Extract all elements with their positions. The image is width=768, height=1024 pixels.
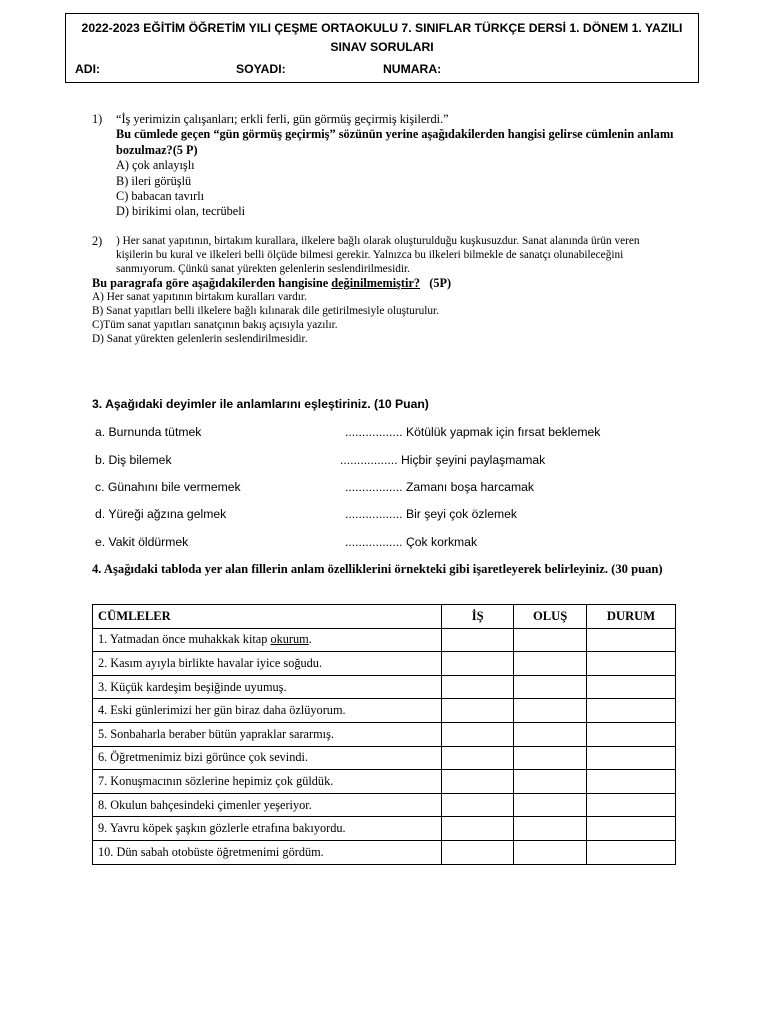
answer-cell-is[interactable] xyxy=(442,699,514,723)
answer-cell-durum[interactable] xyxy=(587,770,676,794)
table-row xyxy=(93,770,676,794)
idiom: b. Diş bilemek xyxy=(95,453,172,467)
option-c: C) babacan tavırlı xyxy=(116,189,205,204)
answer-cell-durum[interactable] xyxy=(587,840,676,864)
question-3-title: 3. Aşağıdaki deyimler ile anlamlarını eşleştiriniz. (10 Puan) xyxy=(92,397,429,411)
answer-cell-is[interactable] xyxy=(442,746,514,770)
sentence-cell: 9. Yavru köpek şaşkın gözlerle etrafına bakıyordu. xyxy=(93,817,442,841)
sentence-cell: 7. Konuşmacının sözlerine hepimiz çok güldük. xyxy=(93,770,442,794)
sentence-end: . xyxy=(308,632,312,647)
answer-cell-is[interactable] xyxy=(442,628,514,652)
surname-label: SOYADI: xyxy=(236,62,286,76)
table-row xyxy=(93,628,676,652)
table-row xyxy=(93,793,676,817)
answer-cell-durum[interactable] xyxy=(587,746,676,770)
answer-cell-olus[interactable] xyxy=(514,793,587,817)
sentence-text: 1. Yatmadan önce muhakkak kitap xyxy=(98,632,271,647)
table-header-row xyxy=(93,605,676,629)
question-number: 1) xyxy=(92,112,103,126)
idiom-meaning: ................. Hiçbir şeyini paylaşmamak xyxy=(340,453,546,467)
answer-cell-durum[interactable] xyxy=(587,793,676,817)
column-header-sentences: CÜMLELER xyxy=(93,605,442,629)
question-4-title: 4. Aşağıdaki tabloda yer alan fillerin anlam özelliklerini örnekteki gibi işaretleyerek belirleyiniz. (30 puan) xyxy=(92,562,663,576)
answer-cell-olus[interactable] xyxy=(514,746,587,770)
exam-header xyxy=(65,13,699,83)
column-header-is: İŞ xyxy=(442,605,514,629)
idiom: a. Burnunda tütmek xyxy=(95,425,202,439)
answer-cell-durum[interactable] xyxy=(587,628,676,652)
idiom-meaning: ................. Çok korkmak xyxy=(345,535,478,549)
option-a: A) çok anlayışlı xyxy=(116,158,195,173)
question-stem: Bu cümlede geçen “gün görmüş geçirmiş” sözünün yerine aşağıdakilerden hangisi gelirse cümlenin anlamı bozulmaz?(5 P) xyxy=(116,127,674,157)
stem-text: Bu paragrafa göre aşağıdakilerden hangisine xyxy=(92,276,332,290)
option-c: C)Tüm sanat yapıtları sanatçının bakış açısıyla yazılır. xyxy=(92,319,338,331)
answer-cell-olus[interactable] xyxy=(514,675,587,699)
table-row xyxy=(93,652,676,676)
answer-cell-olus[interactable] xyxy=(514,840,587,864)
sentence-cell: 6. Öğretmenimiz bizi görünce çok sevindi. xyxy=(93,746,442,770)
exam-title: 2022-2023 EĞİTİM ÖĞRETİM YILI ÇEŞME ORTAOKULU 7. SINIFLAR TÜRKÇE DERSİ 1. DÖNEM 1. YAZILI SINAV SORULARI xyxy=(81,21,683,54)
stem-points: (5P) xyxy=(420,276,452,290)
idiom-meaning: ................. Zamanı boşa harcamak xyxy=(345,480,534,494)
student-info-row xyxy=(66,62,698,78)
sentence-cell: 3. Küçük kardeşim beşiğinde uyumuş. xyxy=(93,675,442,699)
answer-cell-olus[interactable] xyxy=(514,628,587,652)
answer-cell-is[interactable] xyxy=(442,840,514,864)
answer-cell-olus[interactable] xyxy=(514,817,587,841)
idiom: c. Günahını bile vermemek xyxy=(95,480,241,494)
idiom: e. Vakit öldürmek xyxy=(95,535,189,549)
answer-cell-olus[interactable] xyxy=(514,770,587,794)
answer-cell-durum[interactable] xyxy=(587,675,676,699)
sentence-underlined-verb: okurum xyxy=(270,632,309,647)
sentence-cell: 8. Okulun bahçesindeki çimenler yeşeriyor. xyxy=(93,793,442,817)
stem-underlined: değinilmemiştir? xyxy=(331,276,421,290)
answer-cell-is[interactable] xyxy=(442,722,514,746)
table-row xyxy=(93,817,676,841)
option-d: D) Sanat yürekten gelenlerin seslendirilmesidir. xyxy=(92,333,308,345)
question-stem xyxy=(92,276,692,290)
answer-cell-olus[interactable] xyxy=(514,699,587,723)
answer-cell-durum[interactable] xyxy=(587,722,676,746)
option-a: A) Her sanat yapıtının birtakım kuralları vardır. xyxy=(92,291,307,303)
option-b: B) ileri görüşlü xyxy=(116,173,192,188)
option-b: B) Sanat yapıtları belli ilkelere bağlı kılınarak dile getirilmesiyle oluşturulur. xyxy=(92,305,439,317)
option-d: D) birikimi olan, tecrübeli xyxy=(116,204,246,219)
answer-cell-is[interactable] xyxy=(442,652,514,676)
answer-cell-is[interactable] xyxy=(442,793,514,817)
sentence-cell: 5. Sonbaharla beraber bütün yapraklar sararmış. xyxy=(93,722,442,746)
answer-cell-is[interactable] xyxy=(442,675,514,699)
sentence-cell: 2. Kasım ayıyla birlikte havalar iyice soğudu. xyxy=(93,652,442,676)
name-label: ADI: xyxy=(75,62,101,76)
answer-cell-durum[interactable] xyxy=(587,699,676,723)
column-header-durum: DURUM xyxy=(587,605,676,629)
answer-cell-olus[interactable] xyxy=(514,722,587,746)
answer-cell-olus[interactable] xyxy=(514,652,587,676)
question-quote: “İş yerimizin çalışanları; erkli ferli, gün görmüş geçirmiş kişilerdi.” xyxy=(116,112,449,126)
table-row xyxy=(93,699,676,723)
question-paragraph: ) Her sanat yapıtının, birtakım kurallara, ilkelere bağlı olarak oluşturulduğu kuşkusuzdur. Sanat alanında ürün veren kişilerin bu kural ve ilkeleri belli ölçüde bilmesi gerekir. Yalnızca bu ilkeleri bilmekle de sanatçı olunabileceğini sanmıyorum. Çünkü sanat yürekten gelenlerin seslendirilmesidir. xyxy=(116,235,640,275)
idiom-meaning: ................. Kötülük yapmak için fırsat beklemek xyxy=(345,425,601,439)
table-row xyxy=(93,840,676,864)
table-row xyxy=(93,675,676,699)
column-header-olus: OLUŞ xyxy=(514,605,587,629)
verb-table xyxy=(92,604,676,865)
table-row xyxy=(93,722,676,746)
idiom: d. Yüreği ağzına gelmek xyxy=(95,507,227,521)
answer-cell-is[interactable] xyxy=(442,817,514,841)
idiom-meaning: ................. Bir şeyi çok özlemek xyxy=(345,507,518,521)
table-row xyxy=(93,746,676,770)
answer-cell-is[interactable] xyxy=(442,770,514,794)
answer-cell-durum[interactable] xyxy=(587,652,676,676)
question-number: 2) xyxy=(92,234,103,248)
sentence-cell: 4. Eski günlerimizi her gün biraz daha özlüyorum. xyxy=(93,699,442,723)
sentence-cell xyxy=(93,628,442,652)
answer-cell-durum[interactable] xyxy=(587,817,676,841)
sentence-cell: 10. Dün sabah otobüste öğretmenimi gördüm. xyxy=(93,840,442,864)
number-label: NUMARA: xyxy=(383,62,442,76)
